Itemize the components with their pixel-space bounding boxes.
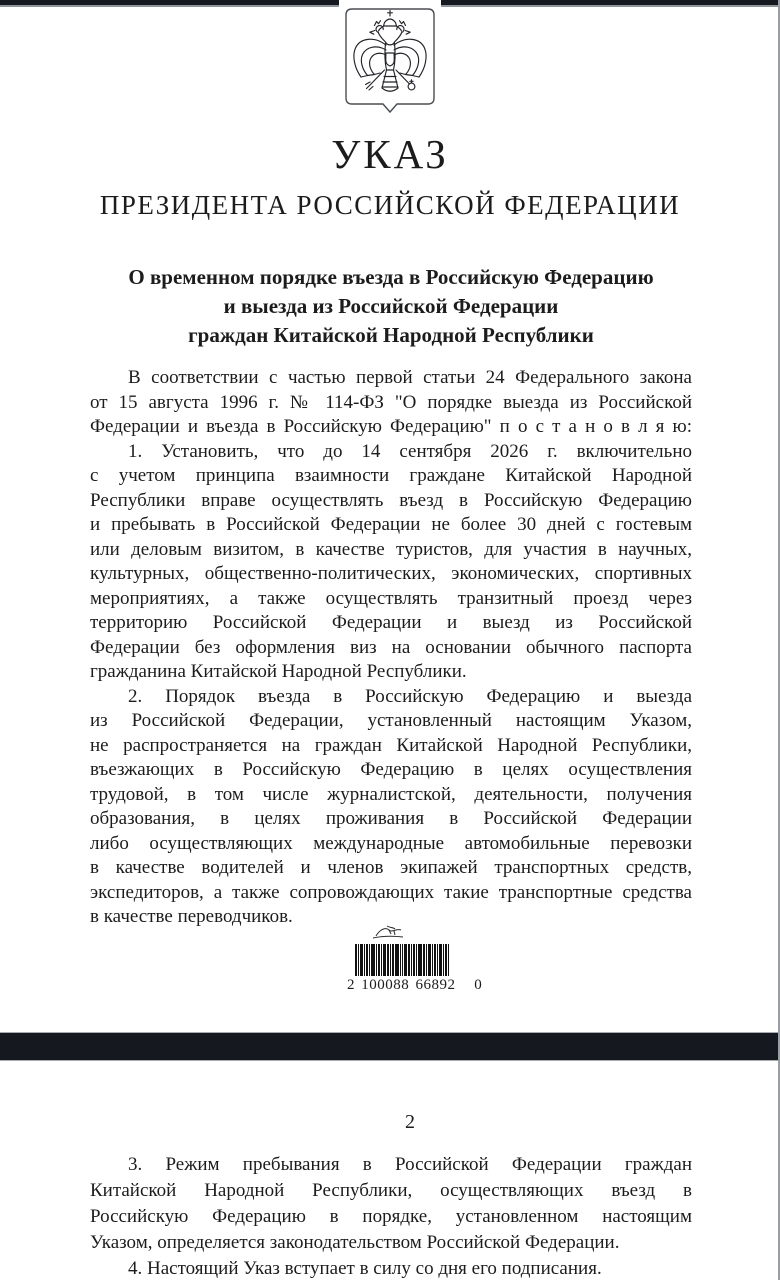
- decree-body-page2: [90, 1152, 692, 1280]
- text-line: гражданина Китайской Народной Республики.: [90, 661, 467, 682]
- text-line: образования, в целях проживания в Российской Федерации: [90, 808, 692, 829]
- text-line: с учетом принципа взаимности граждане Китайской Народной: [90, 465, 692, 486]
- text-line: 3. Режим пребывания в Российской Федерации граждан: [128, 1154, 692, 1175]
- text-line: Республики вправе осуществлять въезд в Российскую Федерацию: [90, 489, 692, 511]
- emblem-box: [339, 0, 441, 122]
- text-line: от 15 августа 1996 г. № 114-ФЗ "О порядке выезда из Российской: [90, 391, 692, 413]
- text-line: в качестве водителей и членов экипажей транспортных средств,: [90, 857, 692, 878]
- coat-of-arms-icon: [341, 2, 439, 115]
- text-line: в качестве переводчиков.: [90, 906, 293, 927]
- text-line: не распространяется на граждан Китайской Народной Республики,: [90, 734, 692, 756]
- page-number: 2: [405, 1111, 415, 1133]
- text-line: либо осуществляющих международные автомобильные перевозки: [90, 832, 692, 854]
- text-line: Российскую Федерацию в порядке, установленном настоящим: [90, 1206, 692, 1227]
- decree-issuer: ПРЕЗИДЕНТА РОССИЙСКОЙ ФЕДЕРАЦИИ: [99, 190, 681, 220]
- text-line: В соответствии с частью первой статьи 24 Федерального закона: [128, 367, 692, 388]
- subject-line: граждан Китайской Народной Республики: [188, 323, 594, 347]
- barcode-digits: 2 100088 66892 0: [347, 977, 483, 993]
- subject-line: О временном порядке въезда в Российскую Федерацию: [128, 265, 654, 289]
- text-line: или деловым визитом, в качестве туристов, для участия в научных,: [90, 538, 692, 560]
- decree-title: УКАЗ: [331, 131, 449, 177]
- decree-body-page1: [90, 366, 692, 930]
- subject-line: и выезда из Российской Федерации: [223, 294, 559, 318]
- page-separator-bar: [0, 1032, 780, 1061]
- text-line: экспедиторов, а также сопровождающих такие транспортные средства: [90, 881, 692, 903]
- text-line: Китайской Народной Республики, осуществляющих въезд в: [90, 1180, 692, 1201]
- text-line: Федерации без оформления виз на основании обычного паспорта: [90, 636, 692, 658]
- text-line: 2. Порядок въезда в Российскую Федерацию и выезда: [128, 685, 692, 707]
- text-line: 1. Установить, что до 14 сентября 2026 г. включительно: [128, 440, 692, 462]
- stamp-scribble-icon: [370, 923, 414, 946]
- text-line: территорию Российской Федерации и выезд из Российской: [90, 612, 692, 633]
- text-line: из Российской Федерации, установленный настоящим Указом,: [90, 710, 692, 731]
- text-line: трудовой, в том числе журналистской, деятельности, получения: [90, 783, 692, 805]
- text-line: мероприятиях, а также осуществлять транзитный проезд через: [90, 587, 692, 609]
- text-line: и пребывать в Российской Федерации не более 30 дней с гостевым: [90, 514, 692, 535]
- text-line: культурных, общественно-политических, экономических, спортивных: [90, 563, 692, 584]
- text-line: 4. Настоящий Указ вступает в силу со дня его подписания.: [128, 1258, 602, 1279]
- decree-subject: [90, 263, 692, 350]
- text-line: Указом, определяется законодательством Российской Федерации.: [90, 1232, 620, 1253]
- text-line: въезжающих в Российскую Федерацию в целях осуществления: [90, 759, 692, 780]
- text-line: Федерации и въезда в Российскую Федерацию" п о с т а н о в л я ю:: [90, 416, 692, 437]
- barcode: [355, 944, 449, 981]
